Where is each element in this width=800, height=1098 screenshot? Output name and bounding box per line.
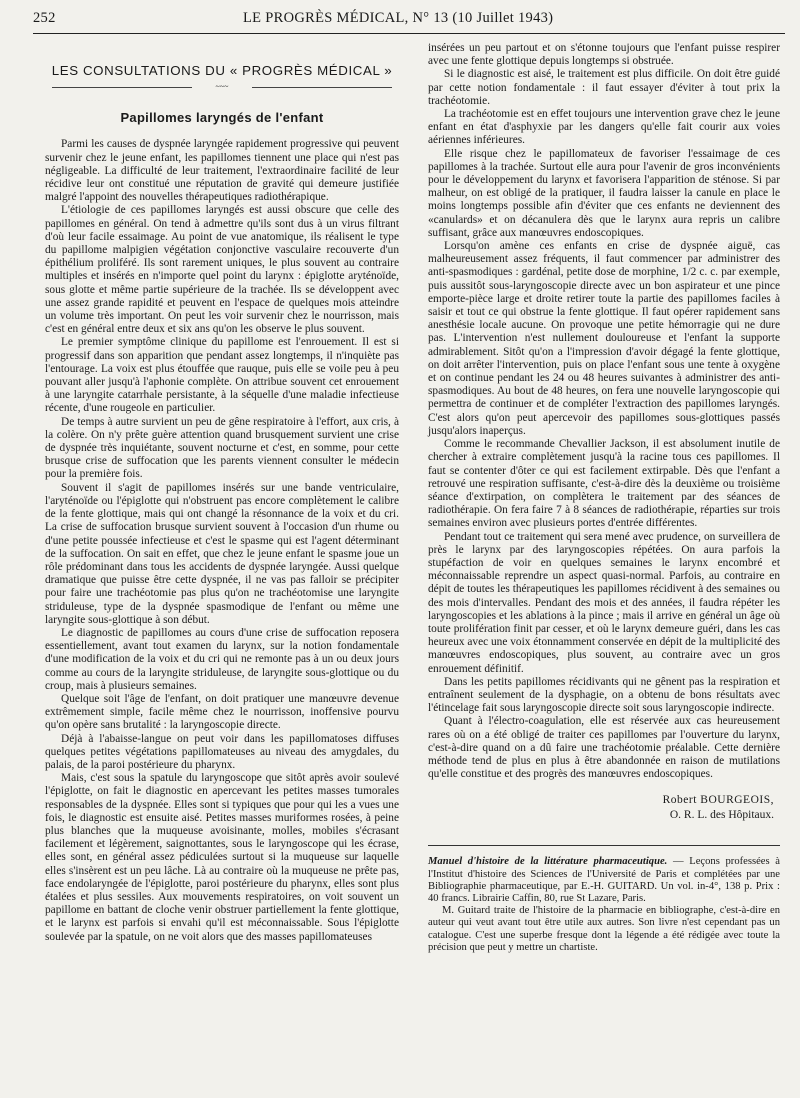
author-name: Robert BOURGEOIS, [662, 794, 774, 807]
paragraph: Dans les petits papillomes récidivants qui ne gênent pas la respiration et entraînent seulement de la dysphagie, on a obtenu de bons résultats avec l'étincelage fait sous laryngoscopie directe soit sous laryngoscopie indirecte. [428, 675, 780, 715]
book-review [428, 856, 780, 954]
section-ornament: ~~~ [52, 83, 392, 91]
article-title: Papillomes laryngés de l'enfant [120, 110, 324, 126]
paragraph: Quant à l'électro-coagulation, elle est réservée aux cas heureusement rares où on a été obligé de traiter ces papillomes par l'ouverture du larynx, c'est-à-dire quand on a dû faire une trachéotomie préalable. Cette dernière méthode tend de plus en plus à être abandonnée en raison de mutilations qu'elle constitue et des progrès des manœuvres endoscopiques. [428, 715, 780, 781]
paragraph: Quelque soit l'âge de l'enfant, on doit pratiquer une manœuvre devenue extrêmement simple, facile même chez le nourrisson, inoffensive pourvu qu'on opère sans brutalité : la laryngoscopie directe. [45, 692, 399, 732]
paragraph: De temps à autre survient un peu de gêne respiratoire à l'effort, aux cris, à la colère. On n'y prête guère attention quand brusquement survient une crise de dyspnée très inquiétante, souvent nocturne et c'est, en somme, pour cette brusque crise de suffocation que les parents viennent consulter le médecin pour la première fois. [45, 415, 399, 481]
right-column [428, 42, 780, 954]
section-divider [428, 845, 780, 846]
page-number: 252 [33, 10, 56, 26]
book-title: Manuel d'histoire de la littérature pharmaceutique. [428, 856, 668, 868]
running-header [33, 10, 785, 30]
book-review-text: M. Guitard traite de l'histoire de la pharmacie en bibliographe, c'est-à-dire en auteur qui veut avant tout être utile aux autres. Son livre n'est cependant pas un catalogue. C'est une superbe fresque dont la légende a été rédigée avec toute la précision que peut y mettre un chartiste. [428, 905, 780, 953]
author-title: O. R. L. des Hôpitaux. [669, 809, 774, 822]
paragraph: Si le diagnostic est aisé, le traitement est plus difficile. On doit être guidé par cette notion fondamentale : il faut essayer d'éviter à tout prix la trachéotomie. [428, 68, 780, 107]
paragraph: Mais, c'est sous la spatule du laryngoscope que sitôt après avoir soulevé l'épiglotte, on fait le diagnostic en apercevant les petites masses tumorales responsables de la dyspnée. Elles sont si typiques que pour qui les a vues une fois, le diagnostic est ensuite aisé. Petites masses muriformes rosées, à peine plus blanches que la muqueuse avoisinante, molles, mobiles s'écrasant facilement et légèrement, saignottantes, sous le laryngoscope qui les écrase, elles sont, en général assez pédiculées surtout si la muqueuse sur laquelle elles s'insèrent est un peu lâche. Là au contraire où la muqueuse ne prête pas, face endolaryngée de l'épiglotte, paroi postérieure du pharynx, elles sont plus étalées et plus sessiles. Aux mouvements respiratoires, on voit souvent un papillome en battant de cloche venir obstruer partiellement la fente glottique, et le larynx est parfois si envahi qu'il est méconnaissable. Sous l'épiglotte soulevée par la spatule, on ne voit alors que des masses papillomateuses [45, 772, 399, 943]
paragraph: Comme le recommande Chevallier Jackson, il est absolument inutile de chercher à extraire complètement jusqu'à la racine tous ces papillomes. Il faut se contenter d'ôter ce qui est facilement extirpable. Dès que l'enfant a retrouvé une respiration suffisante, c'est-à-dire dès la deuxième ou troisième séance d'extirpation, on complètera le traitement par des séances de radiothérapie. On fera faire 7 à 8 séances de radiothérapie, réparties sur trois semaines environ avec plusieurs portes d'entrée différentes. [428, 438, 780, 530]
section-title: LES CONSULTATIONS DU « PROGRÈS MÉDICAL » [51, 63, 393, 78]
book-bibliography: — Leçons professées à l'Institut d'histoire des Sciences de l'Université de Paris et complétées par une Bibliographie pharmaceutique, par E.-H. GUITARD. Un vol. in-4°, 138 p. Prix : 40 francs. Librairie Caffin, 80, rue St Lazare, Paris. [428, 856, 780, 904]
paragraph: Elle risque chez le papillomateux de favoriser l'essaimage de ces papillomes à la trachée. Surtout elle aura pour l'avenir de gros inconvénients pour le développement du larynx et favorisera l'apparition de sténose. Si par malheur, on est obligé de la pratiquer, il faudra laisser la canule en place le moins longtemps possible afin d'éviter que ces enfants ne deviennent des «canulards» et on décanulera dès que le larynx aura repris un calibre suffisant, grâce aux manœuvres endoscopiques. [428, 147, 780, 239]
paragraph-continuation: insérées un peu partout et on s'étonne toujours que l'enfant puisse respirer avec une fente glottique depuis longtemps si obstruée. [428, 42, 780, 68]
paragraph: Déjà à l'abaisse-langue on peut voir dans les papillomatoses diffuses quelques petites végétations papillomateuses au niveau des amygdales, du palais, de la paroi postérieure du pharynx. [45, 732, 399, 771]
paragraph: Le diagnostic de papillomes au cours d'une crise de suffocation reposera essentiellement, avant tout examen du larynx, sur la notion fondamentale d'une modification de la voix et du cri qui ne remonte pas à un ou deux jours comme au cours de la laryngite striduleuse, de laryngite sous-glottique ou du croup, mais à plusieurs semaines. [45, 626, 399, 692]
paragraph: Le premier symptôme clinique du papillome est l'enrouement. Il est si progressif dans son apparition que pendant assez longtemps, il n'inquiète pas l'entourage. La voix est plus étouffée que rauque, puis elle se voile peu à peu pouvant aller jusqu'à l'aphonie complète. On attribue souvent cet enrouement à une laryngite catarrhale persistante, à la séquelle d'une maladie infectieuse récente, d'une rougeole en particulier. [45, 336, 399, 415]
journal-title: LE PROGRÈS MÉDICAL, N° 13 (10 Juillet 1943) [243, 10, 554, 26]
paragraph: Parmi les causes de dyspnée laryngée rapidement progressive qui peuvent survenir chez le jeune enfant, les papillomes tiennent une place qui n'est pas négligeable. La difficulté de leur traitement, l'extraordinaire facilité de leur récidive leur ont constitué une réputation de gravité qui demeure justifiée malgré l'appoint des nouvelles thérapeutiques radiothérapique. [45, 138, 399, 204]
paragraph: L'étiologie de ces papillomes laryngés est aussi obscure que celle des papillomes en général. On tend à admettre qu'ils sont dus à un virus filtrant d'où leur facile essaimage. Au point de vue anatomique, ils réalisent le type du papillome malpigien végétation conjonctive vasculaire recouverte d'un épithélium proliféré. Ils sont rarement uniques, le plus souvent au contraire multiples et insérés en n'importe quel point du larynx : épiglotte aryténoïde, sous glotte et même partie supérieure de la trachée. Ils se développent avec une assez grande rapidité et peuvent en l'espace de quelques mois atteindre un volume très important. On peut les voir survenir chez le nourrisson, mais c'est en général entre deux et six ans qu'on les observe le plus souvent. [45, 204, 399, 336]
paragraph: La trachéotomie est en effet toujours une intervention grave chez le jeune enfant en état d'asphyxie par les dangers qu'elle fait courir aux voies aériennes inférieures. [428, 108, 780, 147]
header-rule [33, 33, 785, 34]
book-review-heading [428, 856, 780, 905]
author-signature [428, 793, 780, 823]
paragraph: Pendant tout ce traitement qui sera mené avec prudence, on surveillera de près le larynx par des laryngoscopies répétées. On aura parfois la stupéfaction de voir en quelques semaines le larynx encombré et méconnaissable reprendre un aspect quasi-normal. Parfois, au contraire en dépit de toutes les thérapeutiques les papillomes récidivent à des semaines ou des mois d'intervalles. Pendant des mois et des années, il faudra répéter les laryngoscopies et les ablations à la pince ; mais il arrive en général un âge où toute prolifération finit par cesser, et où le larynx demeure guéri, dans les cas heureux avec une voix étonnamment conservée en dépit de la multiplicité des manœuvres endoscopiques, plus souvent, au contraire avec un gros enrouement définitif. [428, 530, 780, 675]
paragraph: Souvent il s'agit de papillomes insérés sur une bande ventriculaire, l'aryténoïde ou l'épiglotte qui n'obstruent pas encore complètement le calibre de la fente glottique, mais qui ont changé la résonnance de la voix et du cri. La crise de suffocation brusque survient souvent à l'occasion d'un rhume ou d'une petite poussée infectieuse et c'est le spasme qui est l'agent déterminant de la suffocation. On sait en effet, que chez le jeune enfant le spasme joue un rôle prédominant dans tous les accidents de dyspnée laryngée. Aussi quelque dramatique que puisse être cette dyspnée, il ne vas pas falloir se précipiter pour faire une trachéotomie pas plus qu'on ne trachéotomise une laryngite striduleuse, type de la dyspnée spasmodique de l'enfant ou même une laryngite sous-glottique à son début. [45, 481, 399, 626]
left-column [45, 42, 399, 944]
paragraph: Lorsqu'on amène ces enfants en crise de dyspnée aiguë, cas malheureusement assez fréquents, il faut commencer par administrer des anti-spasmodiques : gardénal, petite dose de morphine, 1/2 c. c. par exemple, puis aussitôt sous-laryngoscopie directe avec un bon aspirateur et une pince emporte-pièce large et droite retirer toute la partie des papillomes faciles à saisir et tout ce qui obstrue la fente glottique. Il faut opérer rapidement sans anesthésie locale aucune. On provoque une petite hémorragie qui ne dure pas. L'intervention n'est nullement douloureuse et l'enfant la supporte admirablement. Sitôt qu'on a l'impression d'avoir dégagé la fente glottique, on doit arrêter l'intervention, puis on place l'enfant sous une tente à oxygène et on continue pendant les 24 ou 48 heures suivantes à administrer des anti-spasmodiques. Au bout de 48 heures, on fera une nouvelle laryngoscopie qui permettra de continuer et de compléter l'extraction des papillomes laryngés. C'est alors qu'on peut apercevoir des papillomes sous-glottiques passés jusqu'alors inaperçus. [428, 240, 780, 437]
